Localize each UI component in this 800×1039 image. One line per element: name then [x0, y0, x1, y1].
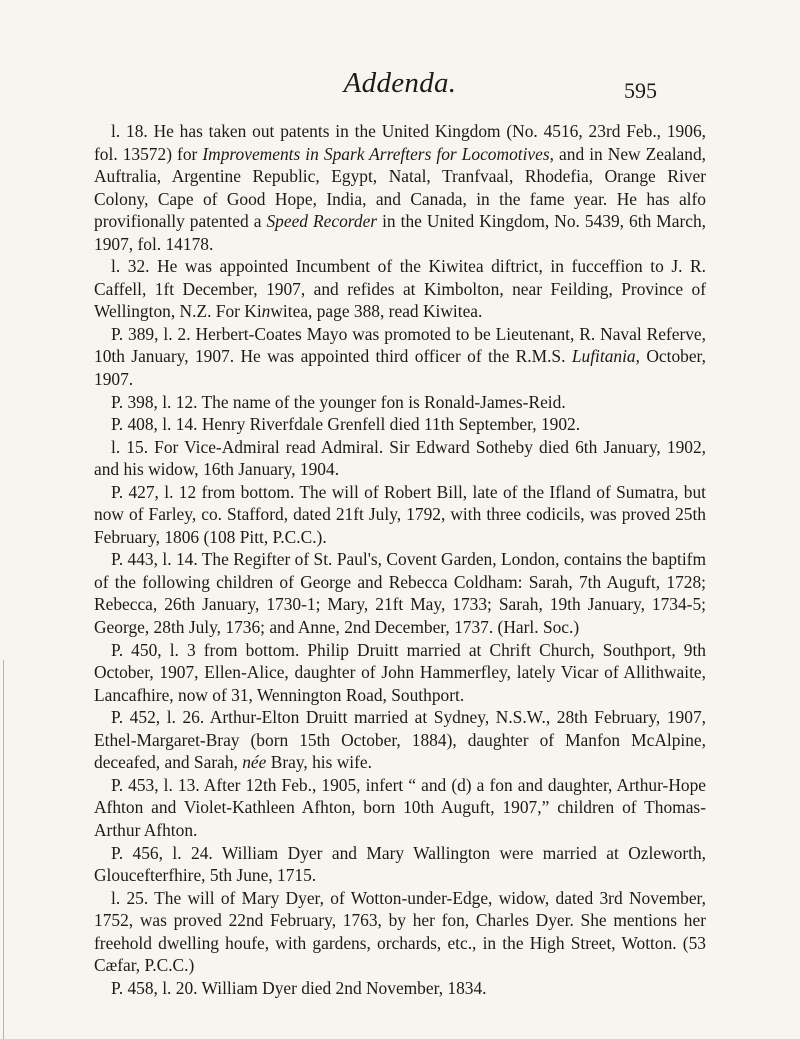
running-title: Addenda.	[343, 67, 457, 99]
addenda-entry	[94, 255, 706, 323]
entry-text: P. 389, l. 2. Herbert-Coates Mayo was promoted to be Lieutenant, R. Naval Referve, 10th January, 1907. He was appointed third officer of the R.M.S.	[94, 323, 706, 367]
entry-text: l. 15. For Vice-Admiral read Admiral. Sir Edward Sotheby died 6th January, 1902, and his widow, 16th January, 1904.	[94, 436, 706, 480]
addenda-entry	[94, 323, 706, 391]
addenda-entry	[94, 413, 706, 436]
entry-text: P. 452, l. 26. Arthur-Elton Druitt married at Sydney, N.S.W., 28th February, 1907, Ethel-Margaret-Bray (born 15th October, 1884), daughter of Manfon McAlpine, deceafed, and Sarah,	[94, 707, 706, 773]
addenda-entry	[94, 977, 706, 1000]
addenda-text	[94, 120, 706, 999]
italic-text: Lufitania	[571, 346, 636, 367]
italic-text: Improvements in Spark Arrefters for Locomotives	[202, 143, 550, 164]
entry-text: , and in New Zealand, Auftralia, Argentine Republic, Egypt, Natal, Tranfvaal, Rhodefia, Orange River Colony, Cape of Good Hope, India, and Canada, in the fame year. He has alfo provifionally patented a	[94, 143, 707, 232]
addenda-entry	[94, 887, 706, 977]
addenda-entry	[94, 481, 706, 549]
addenda-entry	[94, 774, 706, 842]
entry-text: P. 456, l. 24. William Dyer and Mary Wallington were married at Ozleworth, Gloucefterfhire, 5th June, 1715.	[94, 842, 706, 886]
page-edge-line	[3, 660, 4, 1039]
entry-text: l. 18. He has taken out patents in the United Kingdom (No. 4516, 23rd Feb., 1906, fol. 13572) for	[94, 121, 706, 164]
running-head	[0, 66, 800, 106]
addenda-entry	[94, 548, 706, 638]
entry-text: Bray, his wife.	[266, 752, 372, 773]
italic-text: née	[242, 752, 267, 773]
entry-text: P. 450, l. 3 from bottom. Philip Druitt married at Chrift Church, Southport, 9th October, 1907, Ellen-Alice, daughter of John Hammerfley, lately Vicar of Allithwaite, Lancafhire, now of 31, Wennington Road, Southport.	[94, 639, 706, 705]
entry-text: , October, 1907.	[94, 346, 706, 390]
addenda-entry	[94, 706, 706, 774]
italic-text: Speed Recorder	[266, 211, 378, 232]
entry-text: P. 398, l. 12. The name of the younger fon is Ronald-James-Reid.	[111, 391, 566, 412]
addenda-entry	[94, 639, 706, 707]
entry-text: P. 443, l. 14. The Regifter of St. Paul's, Covent Garden, London, contains the baptifm of the following children of George and Rebecca Coldham: Sarah, 7th Auguft, 1728; Rebecca, 26th January, 1730-1; Mary, 21ft May, 1733; Sarah, 19th January, 1734-5; George, 28th July, 1736; and Anne, 2nd December, 1737. (Harl. Soc.)	[94, 549, 706, 638]
italic-text: n	[261, 301, 271, 322]
entry-text: witea, page 388, read Kiwitea.	[270, 301, 483, 322]
entry-text: P. 453, l. 13. After 12th Feb., 1905, infert “ and (d) a fon and daughter, Arthur-Hope Afhton and Violet-Kathleen Afhton, born 10th Auguft, 1907,” children of Thomas-Arthur Afhton.	[94, 774, 706, 840]
addenda-entry	[94, 436, 706, 481]
entry-text: P. 458, l. 20. William Dyer died 2nd November, 1834.	[111, 977, 487, 998]
page-number: 595	[624, 78, 657, 103]
addenda-entry	[94, 120, 706, 255]
entry-text: l. 25. The will of Mary Dyer, of Wotton-under-Edge, widow, dated 3rd November, 1752, was proved 22nd February, 1763, by her fon, Charles Dyer. She mentions her freehold dwelling houfe, with gardens, orchards, etc., in the High Street, Wotton. (53 Cæfar, P.C.C.)	[94, 887, 706, 976]
entry-text: in the United Kingdom, No. 5439, 6th March, 1907, fol. 14178.	[94, 211, 707, 254]
addenda-entry	[94, 391, 706, 414]
entry-text: P. 408, l. 14. Henry Riverfdale Grenfell died 11th September, 1902.	[111, 414, 581, 435]
addenda-entry	[94, 842, 706, 887]
entry-text: P. 427, l. 12 from bottom. The will of Robert Bill, late of the Ifland of Sumatra, but now of Farley, co. Stafford, dated 21ft July, 1792, with three codicils, was proved 25th February, 1806 (108 Pitt, P.C.C.).	[94, 481, 706, 547]
entry-text: l. 32. He was appointed Incumbent of the Kiwitea diftrict, in fucceffion to J. R. Caffell, 1ft December, 1907, and refides at Kimbolton, near Feilding, Province of Wellington, N.Z. For Ki	[94, 256, 706, 322]
